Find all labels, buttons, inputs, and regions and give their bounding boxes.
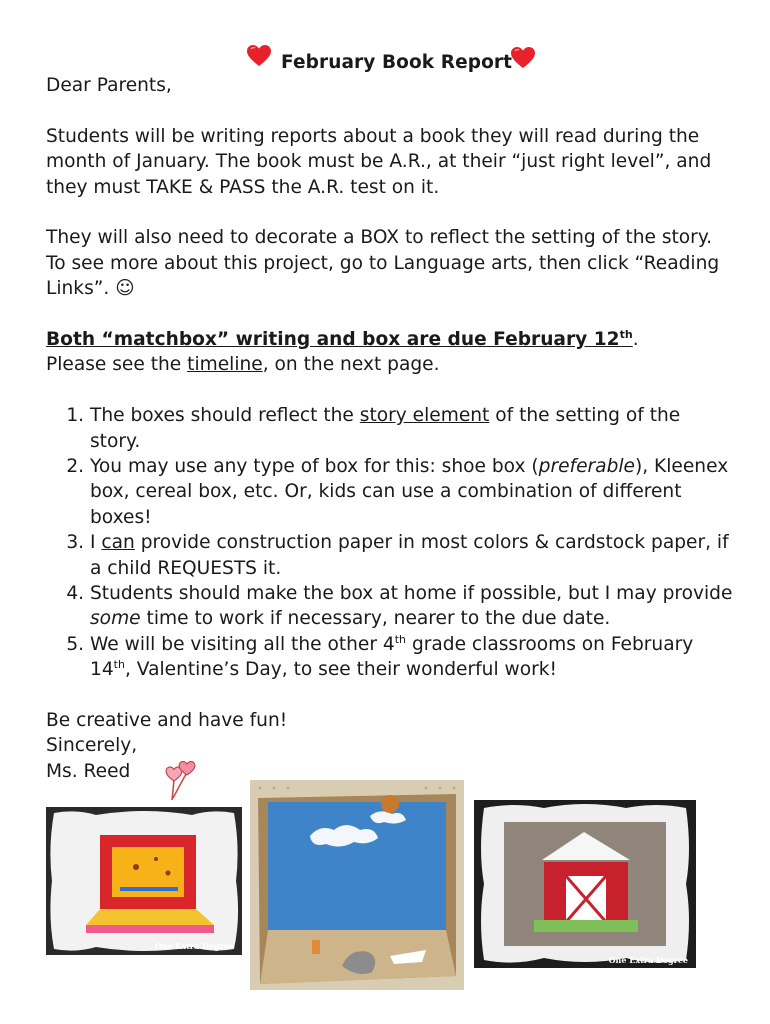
- intro-paragraph: Students will be writing reports about a book they will read during the month of January. The book must be A.R., at their “just right level”, and they must TAKE & PASS the A.R. test on it.: [46, 125, 712, 198]
- reading-links-paragraph: To see more about this project, go to Language arts, then click “Reading Links”. ☺: [46, 252, 720, 300]
- photo-credit: One Extra Degree: [608, 955, 688, 965]
- photo-credit: One Extra Degree: [154, 941, 234, 951]
- heart-icon: [246, 44, 272, 68]
- box-paragraph: They will also need to decorate a BOX to reflect the setting of the story.: [46, 227, 713, 249]
- list-item: 5. We will be visiting all the other 4th grade classrooms on February 14th, Valentine’s Day, to see their wonderful work!: [90, 632, 736, 683]
- heart-balloons-icon: [164, 760, 198, 804]
- due-date-text: Both “matchbox” writing and box are due February 12th: [46, 328, 633, 351]
- due-date-line: Both “matchbox” writing and box are due February 12th.: [46, 328, 639, 351]
- salutation: Dear Parents,: [46, 75, 172, 96]
- timeline-line: Please see the timeline, on the next page.: [46, 354, 440, 376]
- list-item: 3. I can provide construction paper in most colors & cardstock paper, if a child REQUESTS it.: [90, 530, 736, 581]
- instructions-list: [46, 403, 736, 682]
- page-title: February Book Report: [281, 52, 513, 73]
- heart-icon: [510, 46, 536, 70]
- list-item: 1. The boxes should reflect the story element of the setting of the story.: [90, 403, 736, 454]
- photo-box-diorama-1: [46, 807, 242, 955]
- signature: Ms. Reed: [46, 760, 131, 782]
- photo-box-diorama-2: [250, 780, 464, 990]
- list-item: 2. You may use any type of box for this: shoe box (preferable), Kleenex box, cereal box, etc. Or, kids can use a combination of different boxes!: [90, 454, 736, 530]
- sincerely-line: Sincerely,: [46, 735, 138, 757]
- closing-line: Be creative and have fun!: [46, 710, 288, 732]
- letter-body: [46, 73, 736, 784]
- timeline-link[interactable]: timeline: [187, 354, 263, 376]
- list-item: 4. Students should make the box at home if possible, but I may provide some time to work if necessary, nearer to the due date.: [90, 581, 736, 632]
- photo-box-diorama-3: [474, 800, 696, 968]
